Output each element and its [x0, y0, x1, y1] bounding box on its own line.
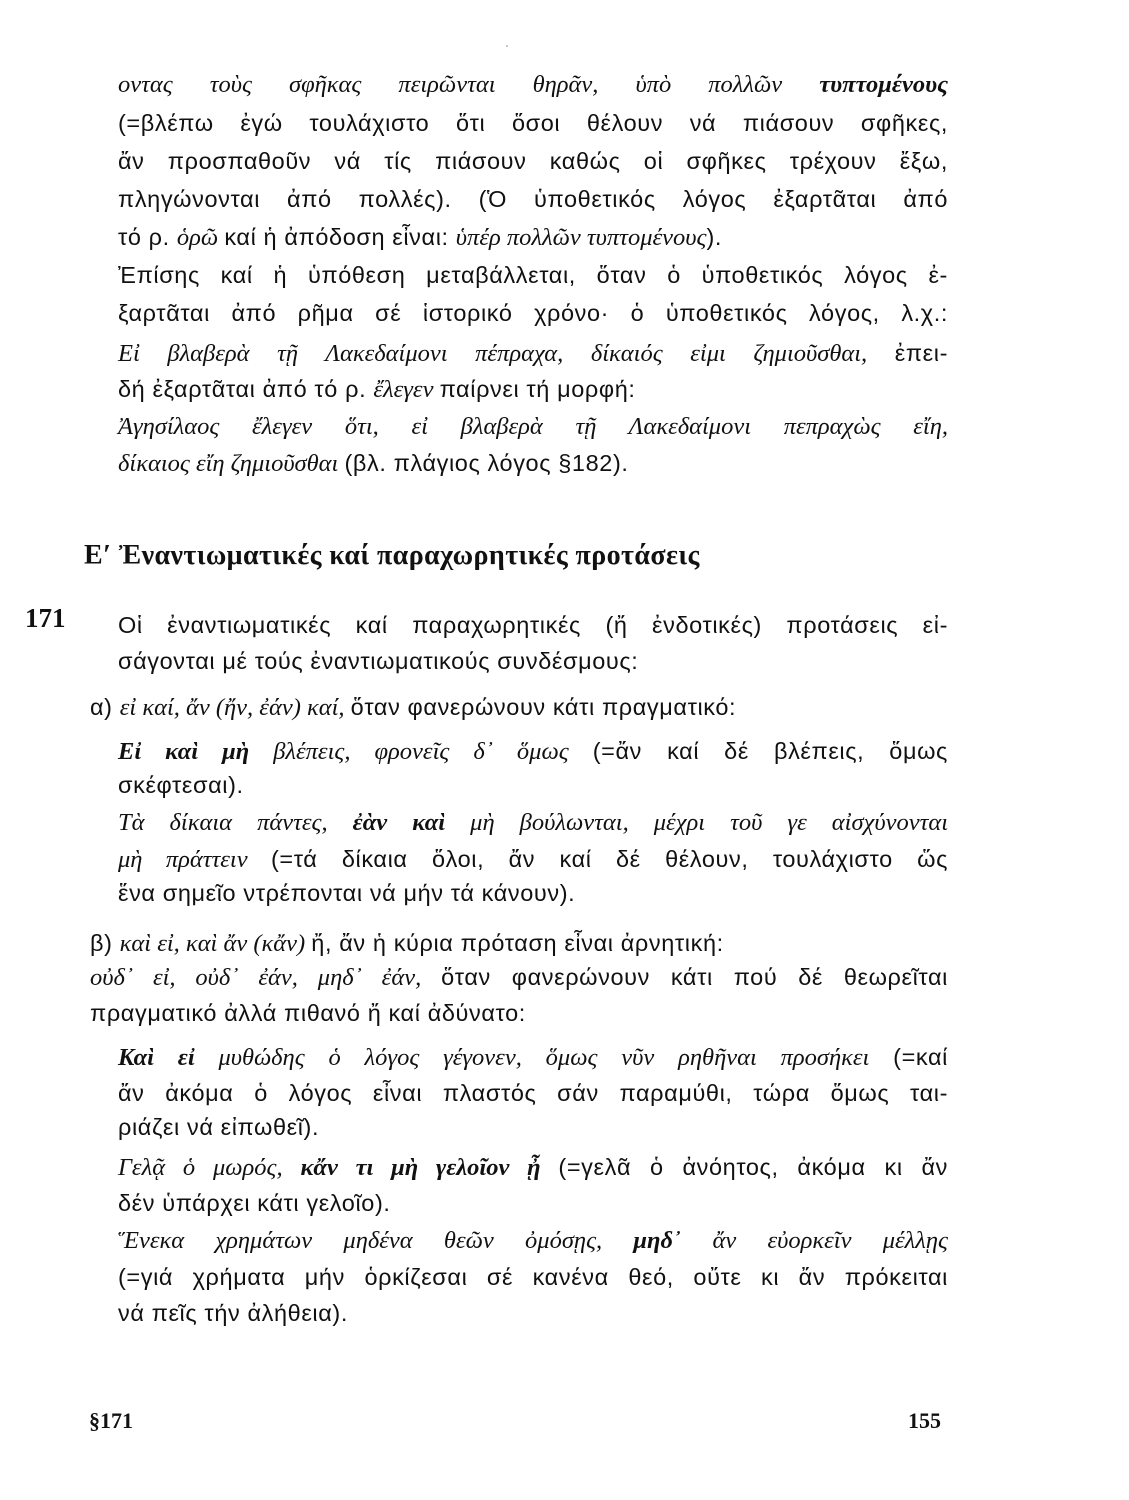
example-line	[118, 1224, 948, 1258]
text-line	[118, 106, 948, 141]
scan-speck	[506, 45, 508, 47]
text-run: ὁρῶ	[176, 224, 225, 251]
text-run: σκέφτεσαι).	[118, 772, 244, 798]
text-line	[90, 960, 948, 995]
text-run: πραγματικό ἀλλά πιθανό ἤ καί ἀδύνατο:	[90, 1000, 526, 1026]
text-run: (βλ. πλάγιος λόγος §182).	[344, 450, 629, 476]
text-line	[118, 144, 948, 179]
text-run: Τὰ δίκαια πάντες,	[118, 809, 353, 836]
example-line	[118, 1260, 948, 1295]
text-run: μὴ πράττειν	[118, 846, 271, 873]
text-run: κἄν τι μὴ γελοῖον ᾖ	[300, 1154, 559, 1181]
text-run: δίκαιος εἴη ζημιοῦσθαι	[118, 450, 345, 477]
example-line	[118, 1186, 948, 1221]
text-line	[118, 220, 948, 255]
text-line	[118, 68, 948, 102]
text-run: καί ἡ ἀπόδοση εἶναι:	[224, 224, 456, 250]
footer-section-ref: §171	[89, 1408, 133, 1433]
section-heading: Ε′ Ἐναντιωματικές καί παραχωρητικές προτάσεις	[84, 540, 700, 571]
text-run: ριάζει νά εἰπωθεῖ).	[118, 1114, 320, 1140]
text-run: (=βλέπω ἐγώ τουλάχιστο ὅτι ὅσοι θέλουν νά πιάσουν σφῆκες,	[118, 110, 948, 136]
text-run: ἐπει-	[894, 340, 948, 366]
text-run: ξαρτᾶται ἀπό ρῆμα σέ ἱστορικό χρόνο· ὁ ὑποθετικός λόγος, λ.χ.:	[118, 300, 948, 326]
text-run: β)	[90, 930, 120, 956]
text-run: τό ρ.	[118, 224, 177, 250]
text-run: ἤ, ἄν ἡ κύρια πρόταση εἶναι ἀρνητική:	[311, 930, 724, 956]
text-run: ὑπέρ πολλῶν τυπτομένους	[455, 224, 707, 251]
text-run: δή ἐξαρτᾶται ἀπό τό ρ.	[118, 376, 374, 402]
text-run: βλέπεις, φρονεῖς δ᾽ ὅμως	[273, 738, 593, 765]
text-run: ἕνα σημεῖο ντρέπονται νά μήν τά κάνουν).	[118, 880, 576, 906]
text-run: ἄν εὐορκεῖν μέλλῃς	[712, 1227, 948, 1254]
text-run: νά πεῖς τήν ἀλήθεια).	[118, 1300, 348, 1326]
text-run: ἄν προσπαθοῦν νά τίς πιάσουν καθώς οἱ σφῆκες τρέχουν ἔξω,	[118, 148, 948, 174]
example-line	[118, 1076, 948, 1111]
text-run: πληγώνονται ἀπό πολλές). (Ὁ ὑποθετικός λόγος ἐξαρτᾶται ἀπό	[118, 186, 948, 212]
text-line	[90, 996, 920, 1031]
text-run: μὴ βούλωνται, μέχρι τοῦ γε αἰσχύνονται	[470, 809, 949, 836]
text-run: δέν ὑπάρχει κάτι γελοῖο).	[118, 1190, 391, 1216]
text-run: α)	[90, 694, 120, 720]
page-number: 155	[908, 1408, 941, 1433]
text-run: παίρνει τή μορφή:	[439, 376, 636, 402]
text-line	[118, 258, 948, 293]
text-run: Εἰ βλαβερὰ τῇ Λακεδαίμονι πέπραχα, δίκαιός εἰμι ζημιοῦσθαι,	[118, 340, 895, 367]
list-item-b	[90, 926, 920, 961]
text-run: ἔλεγεν	[373, 376, 440, 403]
text-run: σάγονται μέ τούς ἐναντιωματικούς συνδέσμους:	[118, 648, 639, 674]
text-run: Ἀγησίλαος ἔλεγεν ὅτι, εἰ βλαβερὰ τῇ Λακεδαίμονι πεπραχὼς εἴη,	[118, 413, 948, 440]
text-line	[118, 182, 948, 217]
text-line	[118, 336, 948, 371]
text-run: οὐδ᾽ εἰ, οὐδ᾽ ἐάν, μηδ᾽ ἐάν,	[90, 964, 442, 991]
text-run: (=καί	[893, 1044, 948, 1070]
text-run: Γελᾷ ὁ μωρός,	[118, 1154, 301, 1181]
text-line	[118, 446, 948, 481]
text-run: Ἕνεκα χρημάτων μηδένα θεῶν ὀμόσῃς,	[118, 1227, 634, 1254]
text-run: Καὶ εἰ	[118, 1044, 219, 1071]
text-run: μηδ᾽	[633, 1227, 713, 1254]
text-line	[118, 410, 948, 444]
text-line	[118, 296, 948, 331]
text-run: ἄν ἀκόμα ὁ λόγος εἶναι πλαστός σάν παραμύθι, τώρα ὅμως ται-	[118, 1080, 948, 1106]
text-run: Ἐπίσης καί ἡ ὑπόθεση μεταβάλλεται, ὅταν ὁ ὑποθετικός λόγος ἐ-	[118, 262, 948, 288]
text-run: τυπτομένους	[819, 71, 948, 98]
text-run: (=τά δίκαια ὅλοι, ἄν καί δέ θέλουν, τουλάχιστο ὥς	[270, 846, 948, 872]
example-line	[118, 734, 948, 769]
list-item-a	[90, 690, 920, 725]
example-line	[118, 1110, 948, 1145]
text-line	[118, 372, 948, 407]
text-line	[118, 644, 948, 679]
text-run: εἰ καί, ἄν (ἤν, ἐάν) καί,	[119, 694, 351, 721]
example-line	[118, 768, 948, 803]
text-run: ).	[706, 224, 723, 250]
text-run: οντας τοὺς σφῆκας πειρῶνται θηρᾶν, ὑπὸ πολλῶν	[118, 71, 820, 98]
example-line	[118, 1150, 948, 1185]
text-run: (=γιά χρήματα μήν ὁρκίζεσαι σέ κανένα θεό, οὔτε κι ἄν πρόκειται	[118, 1264, 948, 1290]
text-run: μυθώδης ὁ λόγος γέγονεν, ὅμως νῦν ρηθῆναι προσήκει	[218, 1044, 894, 1071]
example-line	[118, 842, 948, 877]
example-line	[118, 806, 948, 840]
example-line	[118, 1040, 948, 1075]
text-run: (=γελᾶ ὁ ἀνόητος, ἀκόμα κι ἄν	[558, 1154, 948, 1180]
text-run: Εἰ καὶ μὴ	[118, 738, 274, 765]
text-run: καὶ εἰ, καὶ ἄν (κἄν)	[119, 930, 312, 957]
example-line	[118, 876, 948, 911]
example-line	[118, 1296, 948, 1331]
text-run: Οἱ ἐναντιωματικές καί παραχωρητικές (ἤ ἐνδοτικές) προτάσεις εἰ-	[118, 612, 948, 638]
text-line	[118, 608, 948, 643]
text-run: ἐὰν καὶ	[352, 809, 471, 836]
text-run: (=ἄν καί δέ βλέπεις, ὅμως	[592, 738, 948, 764]
section-number: 171	[25, 603, 66, 633]
text-run: ὅταν φανερώνουν κάτι πραγματικό:	[350, 694, 737, 720]
text-run: ὅταν φανερώνουν κάτι πού δέ θεωρεῖται	[441, 964, 948, 990]
